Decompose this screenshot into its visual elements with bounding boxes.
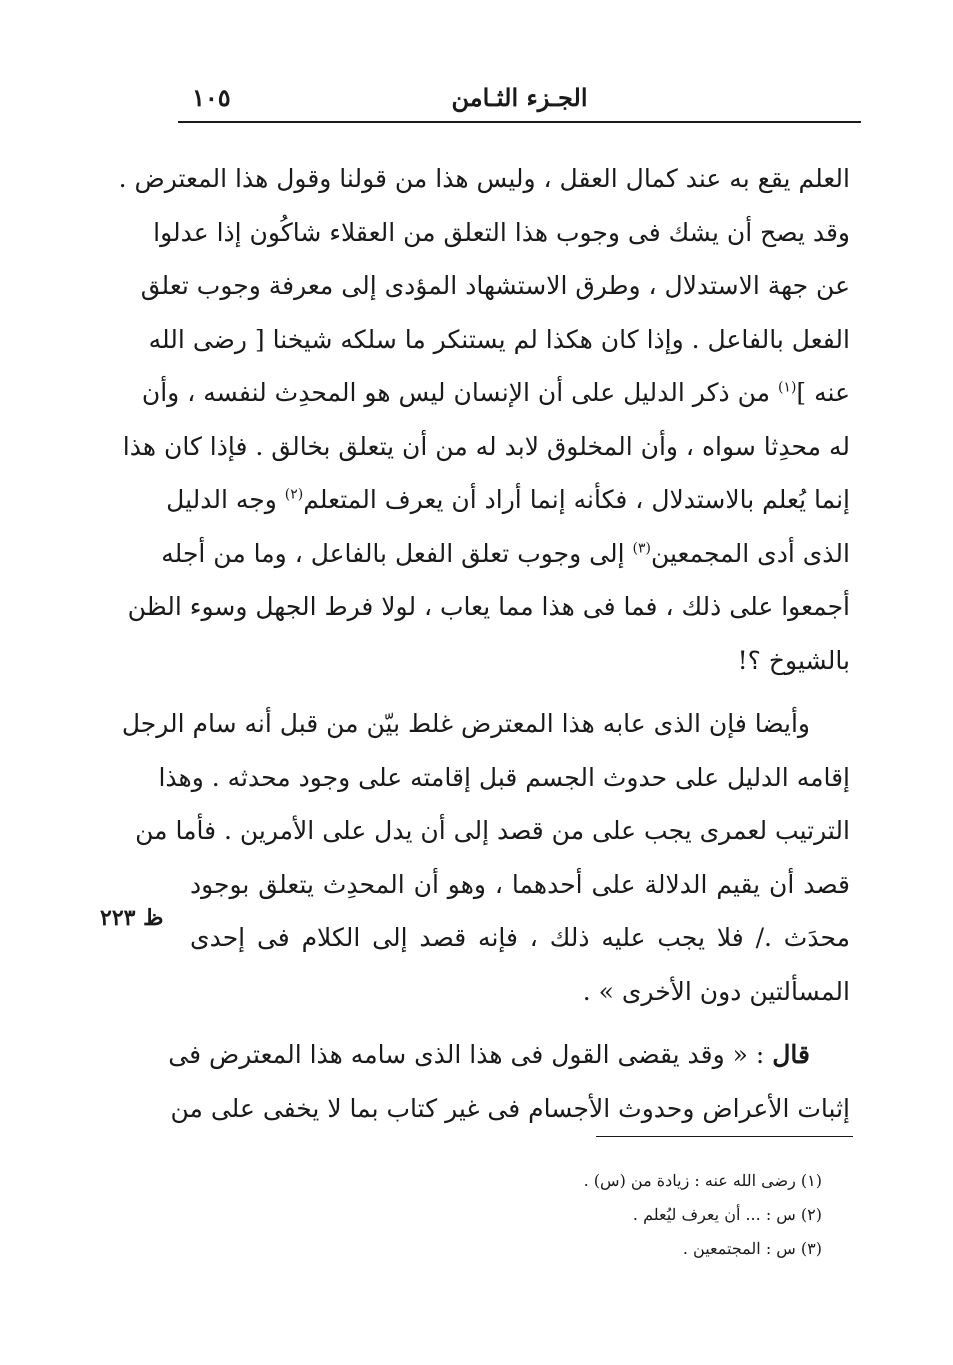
text-line: الترتيب لعمرى يجب على من قصد إلى أن يدل على الأمرين . فأما من [135, 816, 850, 845]
text-fragment: إنما يُعلم بالاستدلال ، فكأنه إنما أراد أن يعرف المتعلم [303, 485, 850, 514]
text-line: المسألتين دون الأخرى » . [582, 976, 850, 1006]
text-line: أجمعوا على ذلك ، فما فى هذا مما يعاب ، لولا فرط الجهل وسوء الظن [127, 592, 850, 621]
footnote-item: (١) رضى الله عنه : زيادة من (س) . [583, 1171, 822, 1190]
footnote-ref-3: (٣) [632, 540, 651, 557]
footnote-ref-2: (٢) [284, 486, 304, 503]
text-fragment: إلى وجوب تعلق الفعل بالفاعل ، وما من أجله [161, 538, 625, 568]
text-line: الفعل بالفاعل . وإذا كان هكذا لم يستنكر ما سلكه شيخنا [ رضى الله [148, 324, 850, 354]
footnote-item: (٢) س : ... أن يعرف ليُعلم . [632, 1205, 822, 1224]
text-line [168, 1028, 850, 1082]
text-fragment: وجه الدليل [166, 485, 277, 514]
text-line: محدَث ./ فلا يجب عليه ذلك ، فإنه قصد إلى الكلام فى إحدى [190, 923, 850, 952]
text-line: العلم يقع به عند كمال العقل ، وليس هذا من قولنا وقول هذا المعترض . [118, 164, 850, 193]
footnotes [500, 1164, 822, 1266]
text-line: قصد أن يقيم الدلالة على أحدهما ، وهو أن المحدِث يتعلق بوجود [190, 869, 850, 899]
text-fragment: عنه ] [796, 378, 850, 407]
footnote-ref-1: (١) [777, 379, 797, 396]
page-header [178, 80, 861, 120]
manuscript-folio-note: ظ ٢٢٣ [100, 905, 164, 931]
paragraph-gap [190, 1018, 850, 1028]
page-number: ١٠٥ [192, 83, 231, 112]
paragraph-gap [190, 687, 850, 697]
text-line: إثبات الأعراض وحدوث الأجسام فى غير كتاب بما لا يخفى على من [170, 1093, 850, 1123]
text-line: وأيضا فإن الذى عابه هذا المعترض غلط بيّن من قبل أنه سام الرجل [121, 709, 810, 738]
text-line [161, 527, 850, 581]
running-title: الجـزء الثـامن [451, 83, 588, 112]
text-line: عن جهة الاستدلال ، وطرق الاستشهاد المؤدى إلى معرفة وجوب تعلق [140, 271, 850, 300]
text-line [141, 366, 850, 420]
text-line: وقد يصح أن يشك فى وجوب هذا التعلق من العقلاء شاكُون إذا عدلوا [153, 217, 850, 247]
header-rule [178, 121, 861, 123]
text-line [166, 473, 850, 527]
text-line: له محدِثا سواه ، وأن المخلوق لابد له من أن يتعلق بخالق . فإذا كان هذا [122, 431, 850, 461]
text-line: بالشيوخ ؟! [737, 645, 850, 675]
text-fragment: : « وقد يقضى القول فى هذا الذى سامه هذا المعترض فى [168, 1040, 765, 1069]
text-line: إقامه الدليل على حدوث الجسم قبل إقامته على وجود محدثه . وهذا [158, 762, 850, 792]
speaker-label: قال [772, 1040, 810, 1069]
text-fragment: من ذكر الدليل على أن الإنسان ليس هو المحدِث لنفسه ، وأن [141, 378, 770, 407]
footnote-rule [596, 1136, 853, 1137]
text-fragment: الذى أدى المجمعين [650, 538, 850, 568]
footnote-item: (٣) س : المجتمعين . [682, 1239, 822, 1258]
